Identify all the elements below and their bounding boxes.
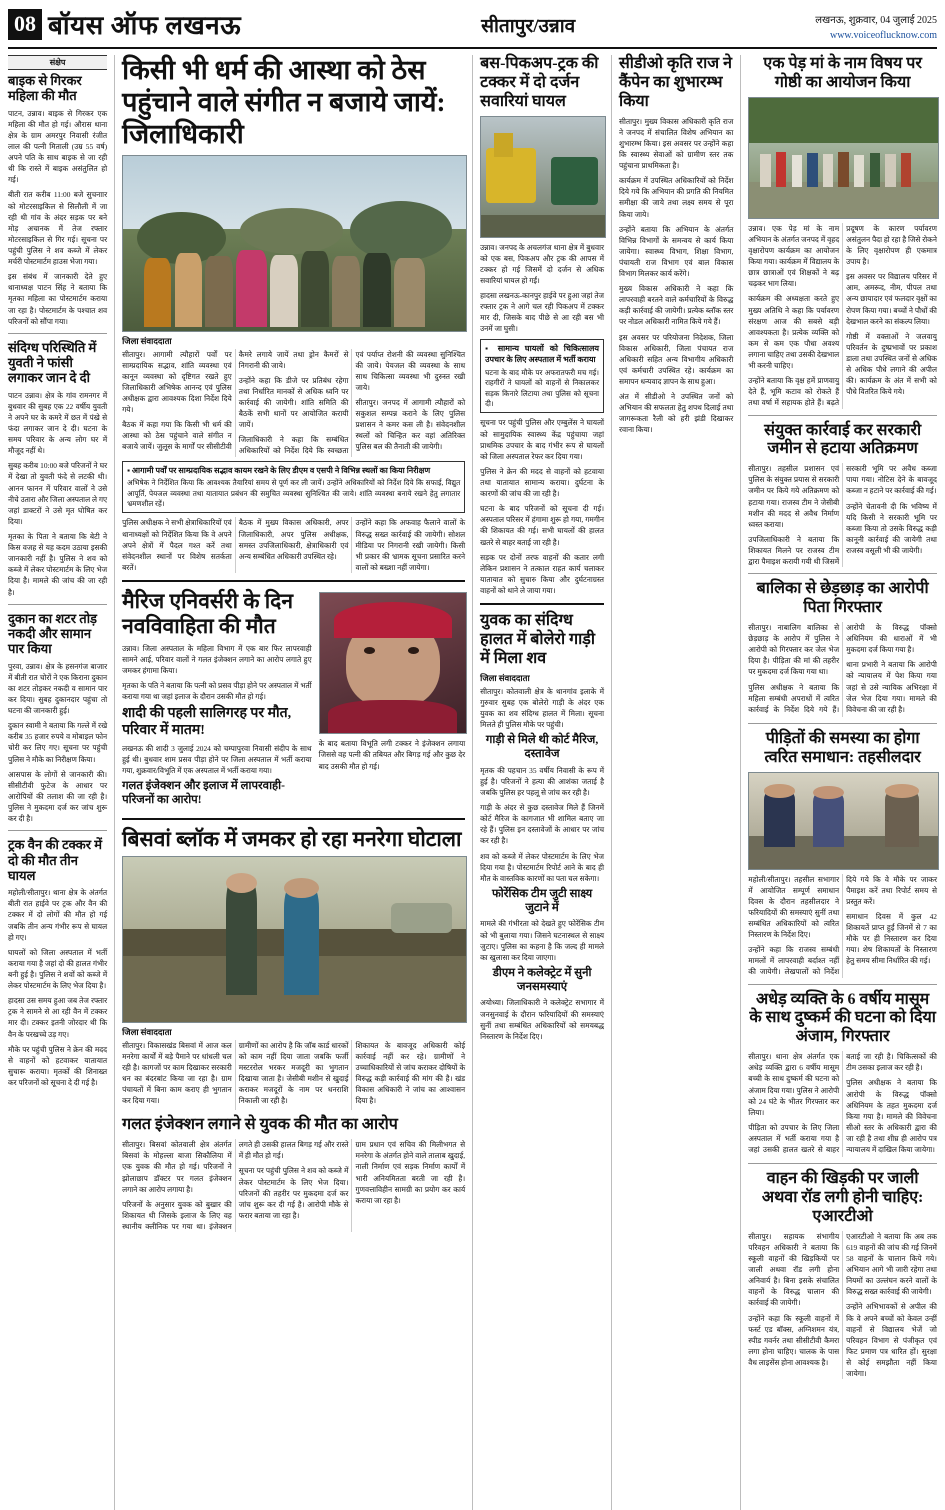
section-title: सीतापुर/उन्नाव bbox=[481, 16, 576, 37]
paragraph: हादसा लखनऊ-कानपुर हाईवे पर हुआ जहां तेज रफ्तार ट्रक ने आगे चल रही पिकअप में टक्कर मार दी, जिसके बाद पीछे से आ रही बस भी उनमें जा घुसी। bbox=[480, 291, 605, 334]
story-woman-bike bbox=[8, 73, 107, 327]
paragraph: कार्यक्रम में उपस्थित अधिकारियों को निर्देश दिये गये कि अभियान की प्रगति की नियमित समीक्षा की जाये तथा लक्ष्य समय से पूरा किया जाये। bbox=[618, 176, 734, 219]
paragraph: घटना के बाद परिजनों को सूचना दी गई। अस्पताल परिसर में हंगामा शुरू हो गया, गमगीन की शिकायत की गई। सभी घायलों की हालत खतरे से बाहर बताई जा रही है। bbox=[480, 504, 605, 547]
paragraph: सीतापुर। विकासखंड बिसवां में आज कल मनरेगा कार्यों में बड़े पैमाने पर धांधली चल रही है। कागजों पर काम दिखाकर सरकारी धन का बंदरबांट किया जा रहा है। ग्राम पंचायतों में बिना काम कराए ही भुगतान कर दिया गया। bbox=[122, 1040, 232, 1106]
pocso-body bbox=[748, 1051, 937, 1157]
paragraph: उन्होंने अभिभावकों से अपील की कि वे अपने बच्चों को केवल उन्हीं वाहनों से विद्यालय भेजें जो परिवहन विभाग से पंजीकृत एवं फिट प्रमाण पत्र धारित हों। सुरक्षा से कोई समझौता नहीं किया जायेगा। bbox=[846, 1302, 937, 1379]
paragraph: मृतका के पति ने बताया कि पत्नी को प्रसव पीड़ा होने पर अस्पताल में भर्ती कराया गया था जहां इलाज के दौरान उसकी मौत हो गई। bbox=[122, 681, 312, 702]
headline: युवक का संदिग्ध हालत में बोलेरो गाड़ी में मिला शव bbox=[480, 612, 595, 667]
divider bbox=[748, 573, 937, 574]
paragraph: हादसा उस समय हुआ जब तेज रफ्तार ट्रक ने सामने से आ रही वैन में टक्कर मार दी। टक्कर इतनी जोरदार थी कि वैन के परखच्चे उड़ गए। bbox=[8, 996, 108, 1039]
paragraph: उन्होंने कहा कि अफवाह फैलाने वालों के विरुद्ध सख्त कार्रवाई की जायेगी। सोशल मीडिया पर निगरानी रखी जायेगी। किसी भी प्रकार की भ्रामक सूचना प्रसारित करने वालों को बख्शा नहीं जायेगा। bbox=[355, 518, 466, 572]
paragraph: उन्होंने बताया कि अभियान के अंतर्गत विभिन्न विभागों के समन्वय से कार्य किया जायेगा। स्वास्थ्य विभाग, शिक्षा विभाग, पंचायती राज विभाग एवं बाल विकास विभाग मिलकर कार्य करेंगे। bbox=[618, 224, 734, 279]
divider bbox=[8, 604, 107, 605]
paragraph: बीती रात करीब 11:00 बजे सुचनाार को मोटरसाइकिल से सिलौली में जा रही थी गांव के अंदर सड़क पर बने मोड़ अचानक में तेज रफ्तार मोटरसाइकिल से गिर गई। सूचना पर पहुंची पुलिस ने शव कब्जे में लेकर मर्चरी पोस्टमार्टम हाउस भेजा गया। bbox=[8, 190, 108, 267]
paragraph: बैठक में मुख्य विकास अधिकारी, अपर जिलाधिकारी, अपर पुलिस अधीक्षक, समस्त उपजिलाधिकारी, क्षेत्राधिकारी एवं अन्य सम्बंधित अधिकारी उपस्थित रहे। bbox=[238, 518, 349, 561]
paragraph: इस अवसर पर विद्यालय परिसर में आम, अमरूद, नीम, पीपल तथा अन्य छायादार एवं फलदार वृक्षों का रोपण किया गया। बच्चों ने पौधों की देखभाल करने का संकल्प लिया। bbox=[846, 272, 937, 326]
paragraph: अंत में सीडीओ ने उपस्थित जनों को अभियान की सफलता हेतु शपथ दिलाई तथा जागरूकता रैली को हरी झंडी दिखाकर रवाना किया। bbox=[618, 392, 734, 435]
paragraph: कार्यक्रम की अध्यक्षता करते हुए मुख्य अतिथि ने कहा कि पर्यावरण संरक्षण आज की सबसे बड़ी आवश्यकता है। प्रत्येक व्यक्ति को कम से कम एक पौधा अवश्य लगाना चाहिए तथा उसकी देखभाल भी करनी चाहिए। bbox=[748, 294, 840, 371]
paragraph: सीतापुर। बिसवां कोतवाली क्षेत्र अंतर्गत बिसवां के मोहल्ला बाजा सिकौलिया में एक युवक की मौत हो गई। परिजनों ने झोलाछाप डॉक्टर पर गलत इंजेक्शन लगाने का आरोप लगाया है। bbox=[122, 1140, 232, 1194]
subheadline: गलत इंजेक्शन और इलाज में लापरवाही- परिजनों का आरोप! bbox=[122, 780, 285, 807]
callout-title: ▪ आगामी पर्वों पर साम्प्रदायिक सद्भाव कायम रखने के लिए डीएम व एसपी ने विभिन्न स्थलों का किया निरीक्षण bbox=[127, 465, 431, 475]
column-3 bbox=[480, 55, 604, 1510]
paragraph: गोष्ठी में वक्ताओं ने जलवायु परिवर्तन के दुष्प्रभावों पर प्रकाश डाला तथा उपस्थित जनों से अधिक से अधिक पौधे लगाने की अपील की। कार्यक्रम के अंत में सभी को पौधे वितरित किये गये। bbox=[846, 331, 937, 397]
byline: जिला संवाददाता bbox=[122, 1026, 172, 1037]
lead-headline: किसी भी धर्म की आस्था को ठेस पहुंचाने वाले संगीत न बजाये जायें: जिलाधिकारी bbox=[122, 55, 446, 149]
paragraph: सूचना पर पहुंची पुलिस और एम्बुलेंस ने घायलों को सामुदायिक स्वास्थ्य केंद्र पहुंचाया जहां प्राथमिक उपचार के बाद गंभीर रूप से घायलों को जिला अस्पताल रेफर कर दिया गया। bbox=[480, 418, 605, 461]
paper-name: बॉयस ऑफ लखनऊ bbox=[48, 11, 242, 40]
injection-body bbox=[122, 1139, 465, 1232]
headline: अधेड़ व्यक्ति के 6 वर्षीय मासूम के साथ दुष्कर्म की घटना को दिया अंजाम, गिरफ्तार bbox=[749, 990, 936, 1046]
paragraph: परिजनों के अनुसार युवक को बुखार की शिकायत थी जिसके इलाज के लिए वह स्थानीय क्लीनिक पर गया था। इंजेक्शन लगते ही उसकी हालत बिगड़ गई और रास्ते में ही मौत हो गई। bbox=[122, 1140, 349, 1231]
headline: ट्रक वैन की टक्कर में दो की मौत तीन घायल bbox=[8, 837, 103, 883]
paragraph: सीतापुर। नाबालिग बालिका से छेड़छाड़ के आरोप में पुलिस ने आरोपी को गिरफ्तार कर जेल भेज दिया है। पीड़िता की मां की तहरीर पर मुकदमा दर्ज किया गया था। bbox=[748, 622, 840, 677]
headline: बालिका से छेड़छाड़ का आरोपी पिता गिरफ्तार bbox=[756, 580, 929, 617]
story-rto-school-vehicles bbox=[748, 1170, 937, 1379]
paragraph: आसपास के लोगों से जानकारी की। सीसीटीवी फुटेज के आधार पर आरोपियों की तलाश की जा रही है। पुलिस ने मुकदमा दर्ज कर जांच शुरू कर दी है। bbox=[8, 769, 108, 824]
headline: सीडीओ कृति राज ने कैंपेन का शुभारम्भ किया bbox=[618, 55, 732, 110]
callout-title: ▪ सामान्य घायलों को चिकित्सालय उपचार के लिए अस्पताल में भर्ती कराया bbox=[485, 343, 600, 365]
column-divider bbox=[611, 55, 612, 1510]
story-cdo-campaign bbox=[619, 55, 733, 436]
headline: पीड़ितों की समस्या का होगा त्वरित समाधान: तहसीलदार bbox=[764, 729, 921, 766]
masthead-right bbox=[815, 6, 937, 43]
headline: एक पेड़ मां के नाम विषय पर गोष्ठी का आयोजन किया bbox=[763, 55, 922, 91]
story-shop-theft bbox=[8, 611, 107, 825]
paragraph: शव को कब्जे में लेकर पोस्टमार्टम के लिए भेज दिया गया है। पोस्टमार्टम रिपोर्ट आने के बाद ही मौत के वास्तविक कारणों का पता चल सकेगा। bbox=[480, 851, 605, 883]
byline: जिला संवाददाता bbox=[122, 335, 172, 346]
paragraph: थाना प्रभारी ने बताया कि आरोपी को न्यायालय में पेश किया गया जहां से उसे न्यायिक अभिरक्षा में जेल भेज दिया गया। मामले की विवेचना की जा रही है। bbox=[846, 660, 937, 714]
column-divider bbox=[114, 55, 115, 1510]
subheadline: डीएम ने कलेक्ट्रेट में सुनी जनसमस्याएं bbox=[492, 966, 592, 993]
rto-body bbox=[748, 1231, 937, 1379]
paragraph: ग्रामीणों का आरोप है कि जॉब कार्ड धारकों को काम नहीं दिया जाता जबकि फर्जी मस्टररोल भरकर मजदूरी का भुगतान दिखाया जाता है। जेसीबी मशीन से खुदाई कराकर मजदूरों के नाम पर धनराशि निकाली जा रही है। bbox=[238, 1040, 349, 1106]
paragraph: महोली/सीतापुर। तहसील सभागार में आयोजित सम्पूर्ण समाधान दिवस के दौरान तहसीलदार ने फरियादियों की समस्याएं सुनीं तथा सम्बंधित अधिकारियों को त्वरित निस्तारण के निर्देश दिए। bbox=[748, 874, 840, 940]
headline: बाइक से गिरकर महिला की मौत bbox=[8, 73, 82, 104]
paragraph: इस अवसर पर परियोजना निदेशक, जिला विकास अधिकारी, जिला पंचायत राज अधिकारी सहित अन्य विभागीय अधिकारी एवं कर्मचारी उपस्थित रहे। कार्यक्रम का समापन धन्यवाद ज्ञापन के साथ हुआ। bbox=[618, 332, 734, 387]
column-1 bbox=[8, 55, 107, 1510]
website-url[interactable]: www.voiceoflucknow.com bbox=[829, 29, 937, 41]
divider bbox=[122, 580, 465, 582]
biswan-body bbox=[122, 1040, 465, 1111]
paragraph: इस संबंध में जानकारी देते हुए थानाध्यक्ष पाटन सिंह ने बताया कि मृतका महिला का पोस्टमार्टम कराया जा रहा है। पोस्टमार्टम के पश्चात शव परिजनों को सौंपा गया। bbox=[8, 272, 108, 326]
subheadline: फोरेंसिक टीम जुटी साक्ष्य जुटाने में bbox=[491, 887, 593, 914]
tree-body bbox=[748, 223, 937, 409]
accident-photo bbox=[480, 116, 606, 238]
paragraph: सीतापुर। मुख्य विकास अधिकारी कृति राज ने जनपद में संचालित विशेष अभियान का शुभारम्भ किया। इस अवसर पर उन्होंने कहा कि स्वास्थ्य सेवाओं को ग्रामीण स्तर तक पहुंचाना प्राथमिकता है। bbox=[618, 116, 734, 171]
headline: मैरिज एनिवर्सरी के दिन नवविवाहिता की मौत bbox=[122, 589, 293, 639]
paragraph: उन्होंने कहा कि राजस्व सम्बंधी मामलों में लापरवाही बर्दाश्त नहीं की जायेगी। लेखपालों को निर्देश दिये गये कि वे मौके पर जाकर पैमाइश करें तथा रिपोर्ट समय से प्रस्तुत करें। bbox=[748, 874, 937, 977]
column-2 bbox=[122, 55, 465, 1510]
divider bbox=[748, 415, 937, 416]
divider bbox=[748, 1163, 937, 1164]
paragraph: घायलों को जिला अस्पताल में भर्ती कराया गया है जहां दो की हालत गंभीर बनी हुई है। पुलिस ने शवों को कब्जे में लेकर पोस्टमार्टम के लिए भेज दिया है। bbox=[8, 947, 108, 991]
paragraph: सीतापुर। कोतवाली क्षेत्र के थानगांव इलाके में गुरुवार सुबह एक बोलेरो गाड़ी के अंदर एक युवक का शव संदिग्ध हालत में मिला। सूचना मिलते ही पुलिस मौके पर पहुंची। bbox=[480, 686, 605, 730]
paragraph: उपजिलाधिकारी ने बताया कि शिकायत मिलने पर राजस्व टीम द्वारा पैमाइश करायी गयी थी जिसमें सरकारी भूमि पर अवैध कब्जा पाया गया। नोटिस देने के बावजूद कब्जा न हटाने पर कार्रवाई की गई। bbox=[748, 464, 937, 567]
subheadline: शादी की पहली सालिगरह पर मौत, परिवार में मातम! bbox=[122, 706, 292, 739]
brief-kicker: संक्षेप bbox=[8, 55, 107, 70]
paragraph: उन्नाव। जिला अस्पताल के महिला विभाग में एक बार फिर लापरवाही सामने आई, परिवार वालों ने गलत इंजेक्शन लगाने का आरोप लगाते हुए जमकर हंगामा किया। bbox=[122, 643, 312, 676]
lead-body-2 bbox=[122, 517, 465, 573]
story-tree-seminar bbox=[748, 55, 937, 409]
sub-story-headline: गलत इंजेक्शन लगाने से युवक की मौत का आरोप bbox=[122, 1116, 398, 1134]
paragraph: उन्नाव। जनपद के अचलगंज थाना क्षेत्र में बुधवार को एक बस, पिकअप और ट्रक की आपस में टक्कर हो गई जिसमें दो दर्जन से अधिक सवारियां घायल हो गईं। bbox=[480, 242, 605, 285]
byline: जिला संवाददाता bbox=[480, 672, 530, 683]
tehsildar-body bbox=[748, 874, 937, 978]
divider bbox=[122, 818, 465, 820]
column-divider bbox=[740, 55, 741, 1510]
story-pocso-arrest bbox=[748, 991, 937, 1158]
story-encroachment bbox=[748, 422, 937, 568]
paragraph: एआरटीओ ने बताया कि अब तक 619 वाहनों की जांच की गई जिनमें 58 वाहनों के चालान किये गये। अभियान आगे भी जारी रहेगा तथा नियमों का उल्लंघन करने वालों के विरुद्ध सख्त कार्रवाई की जायेगी। bbox=[846, 1231, 937, 1297]
paragraph: मामले की गंभीरता को देखते हुए फोरेंसिक टीम को भी बुलाया गया। जिसने घटनास्थल से साक्ष्य जुटाए। पुलिस का कहना है कि जल्द ही मामले का खुलासा कर दिया जाएगा। bbox=[480, 919, 605, 962]
divider bbox=[8, 333, 107, 334]
paragraph: दुकान स्वामी ने बताया कि गल्ले में रखे करीब 35 हजार रुपये व मोबाइल फोन चोरी कर लिए गए। सूचना पर पहुंची पुलिस ने मौके का निरीक्षण किया। bbox=[8, 721, 108, 764]
page-columns bbox=[8, 55, 937, 1510]
story-biswan bbox=[122, 827, 465, 1232]
story-lead bbox=[122, 55, 465, 573]
paragraph: सीतापुर। तहसील प्रशासन एवं पुलिस के संयुक्त प्रयास से सरकारी जमीन पर किये गये अतिक्रमण को हटाया गया। राजस्व टीम ने जेसीबी मशीन की मदद से अवैध निर्माण ध्वस्त कराया। bbox=[748, 464, 840, 529]
tree-event-photo bbox=[748, 97, 939, 219]
paragraph: सुबह करीब 10:00 बजे परिजनों ने घर में देखा तो युवती फंदे से लटकी थी। आनन फानन में परिवार वालों ने उसे नीचे उतारा और जिला अस्पताल ले गए जहां डाक्टरों ने उसे मृत घोषित कर दिया। bbox=[8, 461, 108, 526]
divider bbox=[748, 723, 937, 724]
paragraph: उन्होंने कहा कि डीजे पर प्रतिबंध रहेगा तथा निर्धारित मानकों से अधिक ध्वनि पर कार्रवाई की जायेगी। शांति समिति की बैठकें सभी थानों पर आयोजित करायी जायें। bbox=[238, 375, 349, 430]
column-5 bbox=[748, 55, 937, 1510]
headline: बस-पिकअप-ट्रक की टक्कर में दो दर्जन सवारियां घायल bbox=[480, 55, 599, 110]
encroach-body bbox=[748, 463, 937, 567]
headline: संयुक्त कार्रवाई कर सरकारी जमीन से हटाया अतिक्रमण bbox=[764, 421, 922, 458]
story-bus-accident bbox=[480, 55, 604, 596]
story-tehsildar bbox=[748, 730, 937, 978]
bus-callout-box bbox=[480, 339, 604, 414]
paragraph: बैठक में कहा गया कि किसी भी धर्म की आस्था को ठेस पहुंचाने वाले संगीत न बजाये जायें। जुलूस के मार्गों पर सीसीटीवी कैमरे लगाये जायें तथा ड्रोन कैमरों से निगरानी की जाये। bbox=[122, 349, 349, 452]
divider bbox=[8, 830, 107, 831]
paragraph: महोली/सीतापुर। थाना क्षेत्र के अंतर्गत बीती रात हाईवे पर ट्रक और वैन की टक्कर में दो लोगों की मौत हो गई जबकि तीन अन्य गंभीर रूप से घायल हो गए। bbox=[8, 888, 108, 942]
arrest-body bbox=[748, 622, 937, 717]
paragraph: पाटन, उन्नाव। बाइक से गिरकर एक महिला की मौत हो गई। औरास थाना क्षेत्र के ग्राम अमरपुर निवासी रंजीत लाल की पत्नी मिताली (उम्र 55 वर्ष) अपने पति के साथ बाइक से जा रही थी कि रास्ते में बाइक असंतुलित हो गई। bbox=[8, 108, 108, 185]
paragraph: सीतापुर। आगामी त्यौहारों पर्वों पर साम्प्रदायिक सद्भाव, शांति व्यवस्था एवं कानून व्यवस्था को दृष्टिगत रखते हुए जिलाधिकारी अभिषेक आनन्द एवं पुलिस अधीक्षक द्वारा आवश्यक दिशा निर्देश दिये गये। bbox=[122, 349, 232, 415]
column-4 bbox=[619, 55, 733, 1510]
paragraph: सूचना पर पहुंची पुलिस ने शव को कब्जे में लेकर पोस्टमार्टम के लिए भेज दिया। परिजनों की तहरीर पर मुकदमा दर्ज कर जांच शुरू कर दी गई है। आरोपी मौके से फरार बताया जा रहा है। bbox=[238, 1166, 349, 1220]
paragraph: शिकायत के बावजूद अधिकारी कोई कार्रवाई नहीं कर रहे। ग्रामीणों ने उच्चाधिकारियों से जांच कराकर दोषियों के विरुद्ध कड़ी कार्रवाई की मांग की है। खंड विकास अधिकारी ने जांच का आश्वासन दिया है। bbox=[355, 1040, 466, 1106]
paragraph: ग्राम प्रधान एवं सचिव की मिलीभगत से मनरेगा के अंतर्गत होने वाले तालाब खुदाई, नाली निर्माण एवं सड़क निर्माण कार्यों में भारी अनियमितता बरती जा रही है। गुणवत्ताविहीन सामग्री का प्रयोग कर कार्य कराया जा रहा है। bbox=[355, 1140, 466, 1205]
paragraph: मुख्य विकास अधिकारी ने कहा कि लापरवाही बरतने वाले कर्मचारियों के विरुद्ध कड़ी कार्रवाई की जायेगी। प्रत्येक ब्लॉक स्तर पर नोडल अधिकारी नामित किये गये हैं। bbox=[618, 284, 734, 327]
paragraph: मृतक की पहचान 35 वर्षीय निवासी के रूप में हुई है। परिजनों ने हत्या की आशंका जताई है जबकि पुलिस हर पहलू से जांच कर रही है। bbox=[480, 765, 605, 797]
paragraph: उन्होंने कहा कि स्कूली वाहनों में फर्स्ट एड बॉक्स, अग्निशमन यंत्र, स्पीड गवर्नर तथा सीसीटीवी कैमरा लगा होना चाहिए। चालक के पास वैध लाइसेंस होना आवश्यक है। bbox=[748, 1313, 840, 1368]
masthead-left bbox=[8, 6, 241, 42]
tehsildar-photo bbox=[748, 772, 939, 870]
paragraph: सड़क पर दोनों तरफ वाहनों की कतार लगी लेकिन प्रशासन ने तत्काल राहत कार्य चलाकर यातायात को सुचारु किया और दुर्घटनाग्रस्त वाहनों को थाने ले जाया गया। bbox=[480, 552, 605, 595]
callout-text: अभिषेक ने निर्देशित किया कि आवश्यक तैयारियां समय से पूर्ण कर ली जायें। उन्होंने अधिकारियों को निर्देश दिये कि सफाई, विद्युत आपूर्ति, पेयजल व्यवस्था तथा यातायात प्रबंधन की समुचित व्यवस्था सुनिश्चित की जाये। शांति व्यवस्था बनाये रखने हेतु लगातार भ्रमणशील रहें। bbox=[127, 479, 461, 509]
story-bolero-body bbox=[480, 612, 604, 1042]
lead-callout-box bbox=[122, 461, 465, 514]
paragraph: सीतापुर। थाना क्षेत्र अंतर्गत एक अधेड़ व्यक्ति द्वारा 6 वर्षीय मासूम बच्ची के साथ दुष्कर्म की घटना को अंजाम दिया गया। पुलिस ने आरोपी को 24 घंटे के भीतर गिरफ्तार कर लिया। bbox=[748, 1052, 840, 1117]
paragraph: पीड़िता को उपचार के लिए जिला अस्पताल में भर्ती कराया गया है जहां उसकी हालत खतरे से बाहर बताई जा रही है। चिकित्सकों की टीम उसका इलाज कर रही है। bbox=[748, 1052, 937, 1155]
paragraph: सीतापुर। सहायक संभागीय परिवहन अधिकारी ने बताया कि स्कूली वाहनों की खिड़कियों पर जाली अथवा रॉड लगी होना अनिवार्य है। बिना इसके संचालित वाहनों के विरुद्ध चालान की कार्रवाई की जायेगी। bbox=[748, 1231, 840, 1308]
headline: संदिग्ध परिस्थिति में युवती ने फांसी लगाकर जान दे दी bbox=[8, 339, 97, 386]
paragraph: उन्नाव। एक पेड़ मां के नाम अभियान के अंतर्गत जनपद में वृहद वृक्षारोपण कार्यक्रम का आयोजन किया गया। कार्यक्रम में विद्यालय के छात्र छात्राओं एवं शिक्षकों ने बढ़ चढ़कर भाग लिया। bbox=[748, 223, 840, 289]
paragraph: समाधान दिवस में कुल 42 शिकायतें प्राप्त हुईं जिनमें से 7 का मौके पर ही निस्तारण कर दिया गया। शेष शिकायतों के निस्तारण हेतु समय सीमा निर्धारित की गई। bbox=[846, 911, 937, 966]
mnrega-photo bbox=[122, 856, 467, 1023]
paragraph: मौके पर पहुंची पुलिस ने क्रेन की मदद से वाहनों को हटवाकर यातायात सुचारू कराया। मृतकों की शिनाख्त कर परिजनों को सूचना दे दी गई है। bbox=[8, 1044, 108, 1087]
paragraph: लखनऊ की शादी 3 जुलाई 2024 को चम्पापुरवा निवासी संदीप के साथ हुई थी। बुधवार शाम प्रसव पीड़ा होने पर जिला अस्पताल में भर्ती कराया गया, शुक्रवार/विभूति में एक अस्पताल में भर्ती कराया गया। bbox=[122, 743, 312, 776]
paragraph: सीतापुर। जनपद में आगामी त्यौहारों को सकुशल सम्पन्न कराने के लिए पुलिस प्रशासन ने कमर कस ली है। संवेदनशील स्थलों को चिन्हित कर वहां अतिरिक्त पुलिस बल की तैनाती की जायेगी। bbox=[355, 398, 466, 452]
paragraph: पुलिस अधीक्षक ने बताया कि महिला सम्बंधी अपराधों में त्वरित कार्रवाई के निर्देश दिये गये हैं। आरोपी के विरुद्ध पॉक्सो अधिनियम की धाराओं में भी मुकदमा दर्ज किया गया है। bbox=[748, 622, 937, 714]
paragraph: अयोध्या। जिलाधिकारी ने कलेक्ट्रेट सभागार में जनसुनवाई के दौरान फरियादियों की समस्याएं सुनीं तथा सम्बंधित अधिकारियों को समयबद्ध निस्तारण के निर्देश दिए। bbox=[480, 998, 605, 1041]
paragraph: उन्होंने चेतावनी दी कि भविष्य में यदि किसी ने सरकारी भूमि पर कब्जा किया तो उसके विरुद्ध कड़ी कानूनी कार्रवाई की जायेगी तथा राजस्व वसूली भी की जायेगी। bbox=[846, 501, 937, 556]
paragraph: गाड़ी के अंदर से कुछ दस्तावेज मिले हैं जिनमें कोर्ट मैरिज के कागजात भी शामिल बताए जा रहे हैं। पुलिस इन दस्तावेजों के आधार पर जांच कर रही है। bbox=[480, 803, 605, 846]
paragraph: पुलिस अधीक्षक ने बताया कि आरोपी के विरुद्ध पॉक्सो अधिनियम के तहत मुकदमा दर्ज किया गया है। मामले की विवेचना सीओ स्तर के अधिकारी द्वारा की जा रही है तथा शीघ्र ही आरोप पत्र न्यायालय में दाखिल किया जायेगा। bbox=[846, 1078, 937, 1155]
lead-photo bbox=[122, 155, 467, 332]
headline: बिसवां ब्लॉक में जमकर हो रहा मनरेगा घोटाला bbox=[122, 826, 462, 851]
bride-photo bbox=[319, 592, 468, 734]
paragraph: पुरवा, उन्नाव। क्षेत्र के हसनगंज बाजार में बीती रात चोरों ने एक किराना दुकान का शटर तोड़कर नकदी व सामान पार कर दिया। सुबह दुकानदार पहुंचा तो घटना की जानकारी हुई। bbox=[8, 661, 108, 716]
story-molestation-arrest bbox=[748, 580, 937, 717]
paragraph: पुलिस अधीक्षक ने सभी क्षेत्राधिकारियों एवं थानाध्यक्षों को निर्देशित किया कि वे अपने अपने क्षेत्रों में पैदल गश्त करें तथा संवेदनशील स्थानों पर विशेष सतर्कता बरतें। bbox=[122, 518, 232, 572]
paragraph: उन्होंने बताया कि वृक्ष हमें प्राणवायु देते हैं, भूमि कटाव को रोकते हैं तथा वर्षा में सहायक होते हैं। बढ़ते प्रदूषण के कारण पर्यावरण असंतुलन पैदा हो रहा है जिसे रोकने के लिए वृक्षारोपण ही एकमात्र उपाय है। bbox=[748, 223, 937, 408]
dateline: लखनऊ, शुक्रवार, 04 जुलाई 2025 bbox=[815, 15, 937, 26]
divider bbox=[480, 603, 604, 605]
paragraph: मृतका के पिता ने बताया कि बेटी ने किस वजह से यह कदम उठाया इसकी जानकारी नहीं है। पुलिस ने शव को कब्जे में लेकर पोस्टमार्टम के लिए भेज दिया है। मामले की जांच की जा रही है। bbox=[8, 532, 108, 597]
headline: वाहन की खिड़की पर जाली अथवा रॉड लगी होनी चाहिए: एआरटीओ bbox=[761, 1170, 924, 1225]
lead-body bbox=[122, 349, 465, 457]
story-truck-van bbox=[8, 837, 107, 1088]
story-anniversary bbox=[122, 589, 465, 811]
paragraph: पुलिस ने क्रेन की मदद से वाहनों को हटवाया तथा यातायात सामान्य कराया। दुर्घटना के कारणों की जांच की जा रही है। bbox=[480, 466, 605, 499]
column-divider bbox=[472, 55, 473, 1510]
photo-caption: के बाद बताया विभूति लगी टक्कर ने इंजेक्शन लगाया जिससे वह पत्नी की तबियत और बिगड़ गई और कुछ देर बाद उसकी मौत हो गई। bbox=[318, 739, 466, 771]
headline: दुकान का शटर तोड़ नकदी और सामान पार किया bbox=[8, 610, 98, 657]
page-number: 08 bbox=[8, 9, 42, 40]
paragraph: पाटन उन्नाव। क्षेत्र के गांव रामनगर में बुधवार की सुबह एक 22 वर्षीय युवती ने अपने घर के कमरे में छत में पंखे से फंदा लगाकर जान दे दी। घटना के समय परिवार के अन्य लोग घर में मौजूद नहीं थे। bbox=[8, 390, 108, 456]
story-suicide bbox=[8, 340, 107, 598]
divider bbox=[748, 984, 937, 985]
subheadline: गाड़ी से मिले थी कोर्ट मैरिज, दस्तावेज bbox=[485, 734, 599, 760]
masthead bbox=[8, 6, 937, 49]
callout-text: घटना के बाद मौके पर अफरातफरी मच गई। राहगीरों ने घायलों को वाहनों से निकालकर सड़क किनारे लिटाया तथा पुलिस को सूचना दी। bbox=[485, 368, 600, 408]
paragraph: जिलाधिकारी ने कहा कि सम्बंधित अधिकारियों को निर्देश दिये कि स्वच्छता एवं पर्याप्त रोशनी की व्यवस्था सुनिश्चित की जाये। पेयजल की व्यवस्था के साथ साथ चिकित्सा व्यवस्था भी दुरुस्त रखी जाये। bbox=[238, 349, 466, 456]
